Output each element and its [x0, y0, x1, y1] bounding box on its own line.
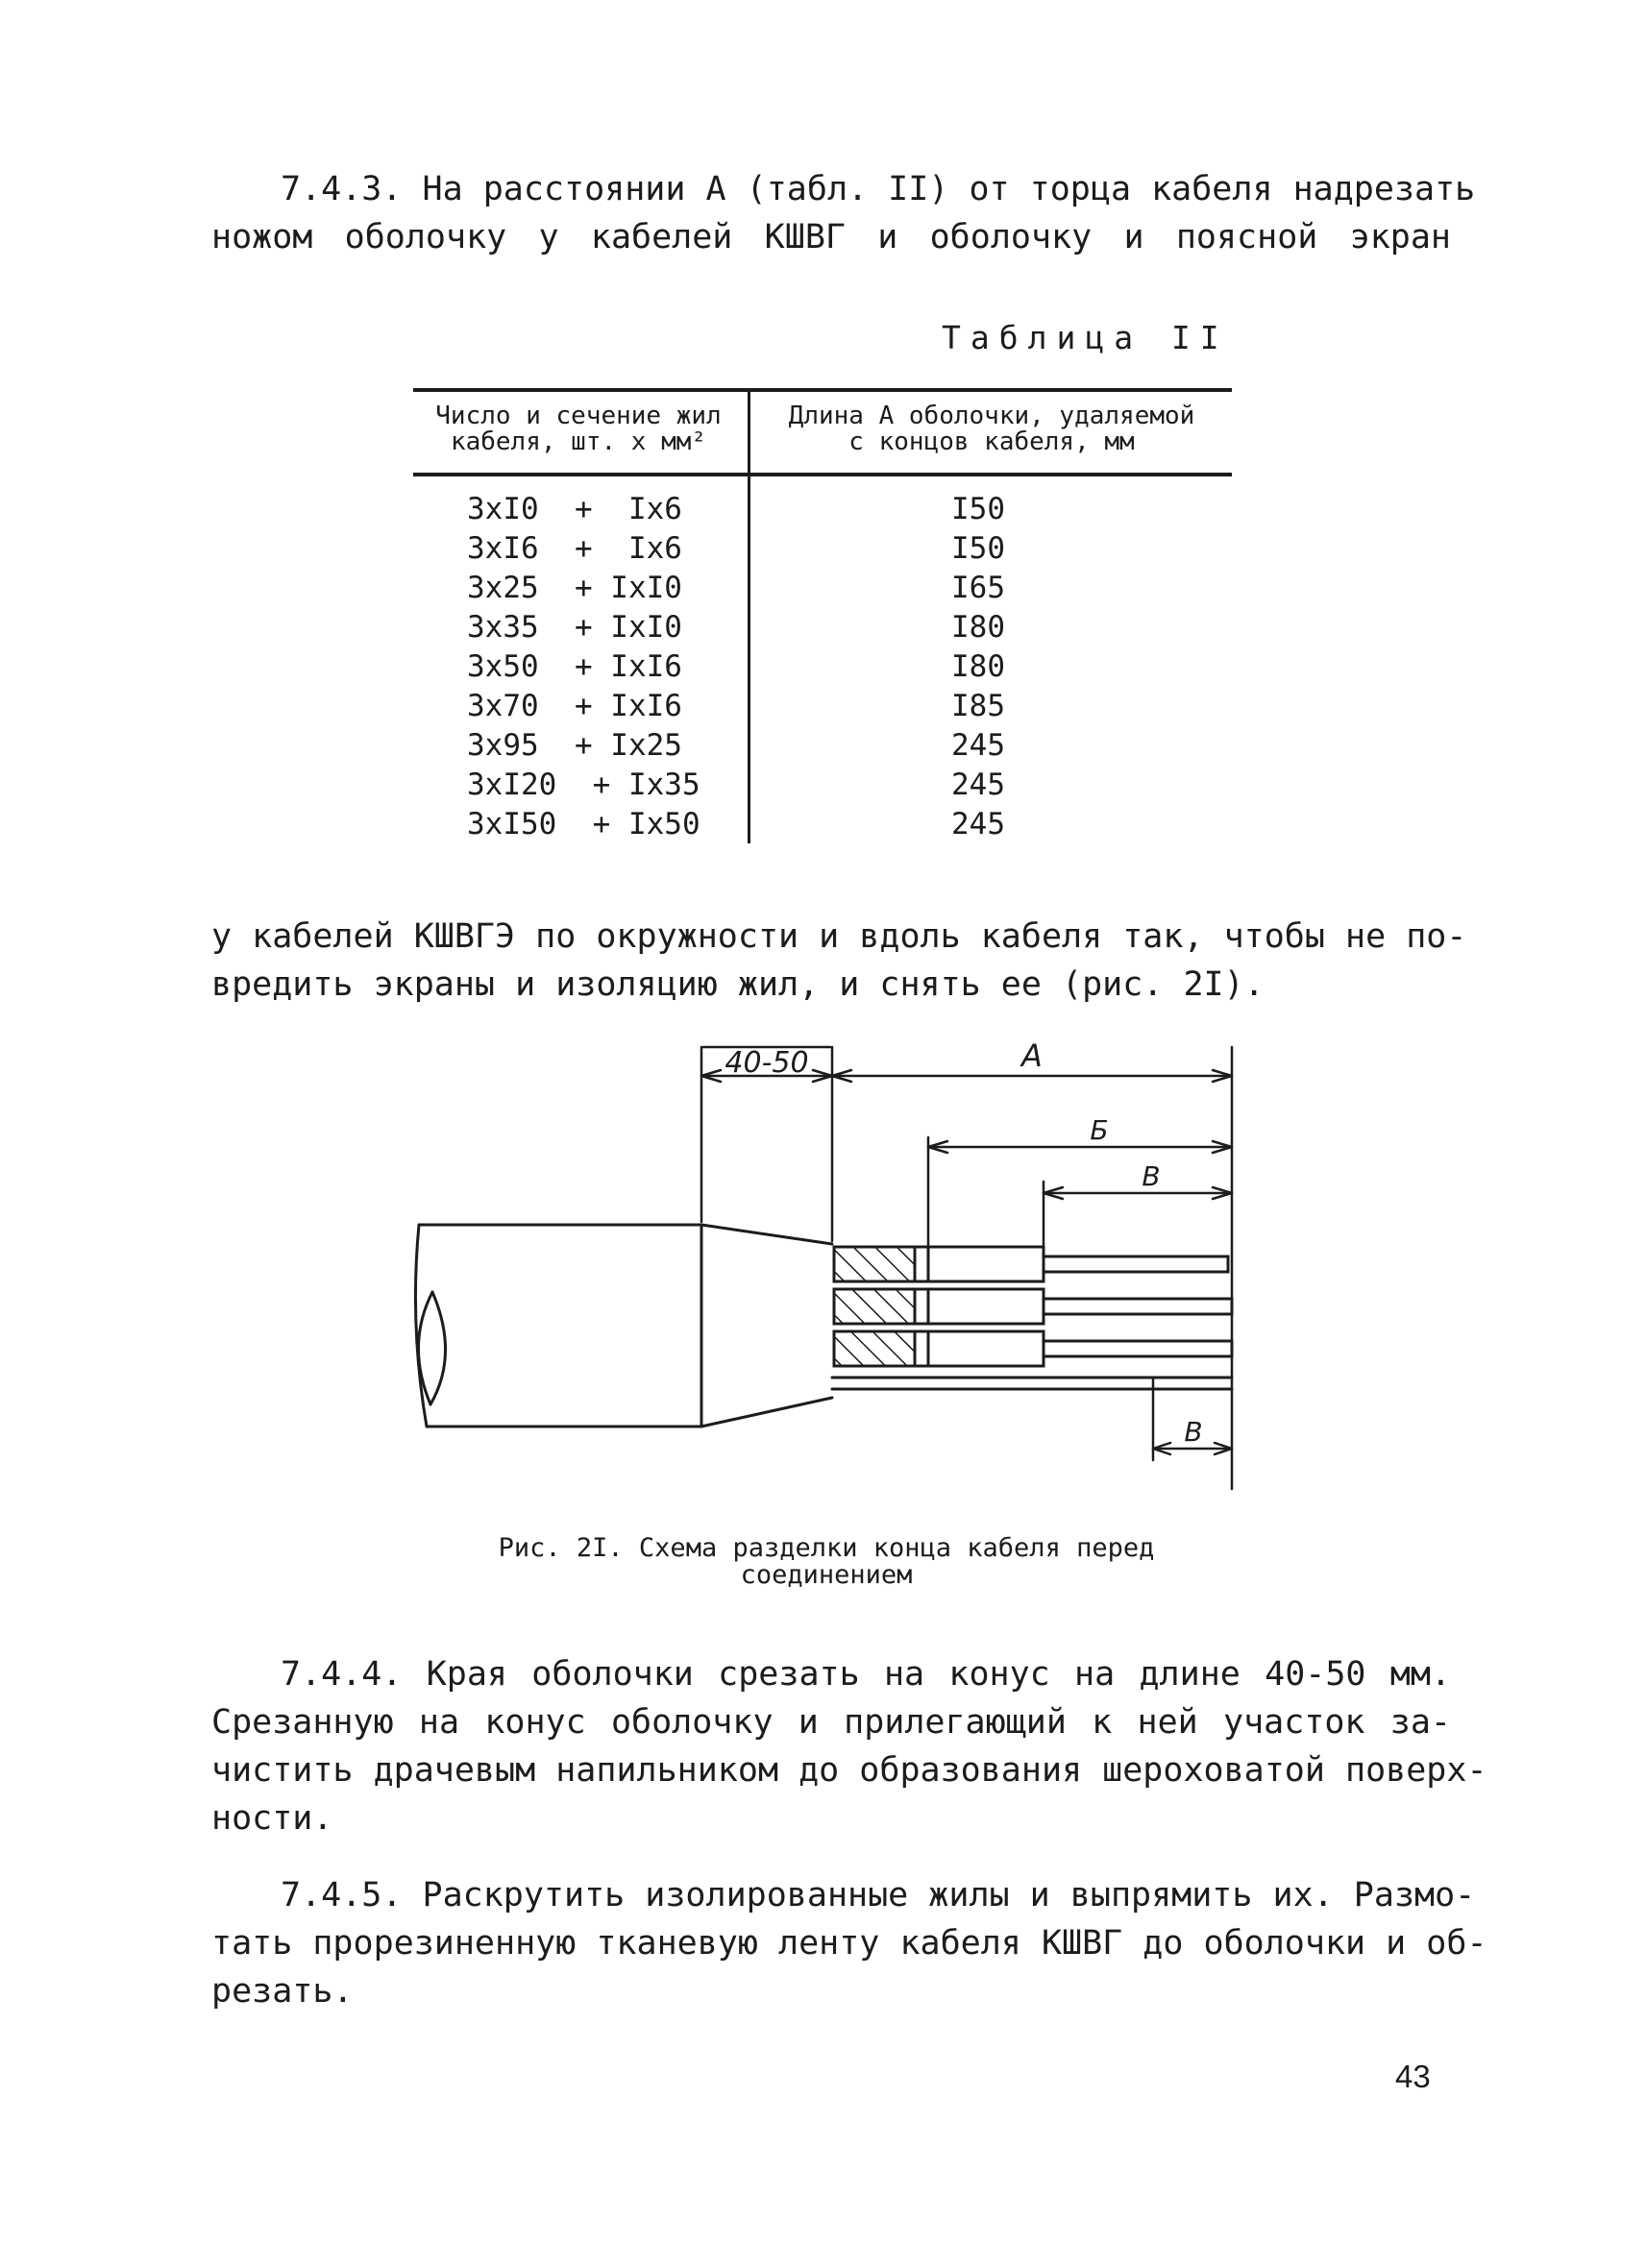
page-number: 43 — [1395, 2059, 1431, 2094]
text-line: чистить драчевым напильником до образования шероховатой поверх- — [211, 1751, 1487, 1790]
insulated-cores — [915, 1247, 1044, 1366]
diagram-drawing — [404, 1037, 1249, 1499]
text-line: 7.4.3. На расстоянии А (табл. II) от торца кабеля надрезать — [281, 170, 1476, 208]
dim-label-taper: 40-50 — [725, 1046, 809, 1080]
cell-length: I50 — [951, 531, 1005, 566]
text-line: ножом оболочку у кабелей КШВГ и оболочку и поясной экран — [211, 218, 1451, 256]
table-header-rule — [413, 473, 1232, 476]
table-row — [413, 490, 1232, 529]
cell-section: 3xI20 + Ix35 — [467, 768, 700, 802]
dim-label-v: В — [1142, 1160, 1161, 1192]
cell-length: I80 — [951, 610, 1005, 645]
table-row — [413, 529, 1232, 569]
table-row — [413, 569, 1232, 608]
header-line: Число и сечение жил — [435, 402, 722, 430]
header-line: кабеля, шт. х мм² — [450, 427, 707, 456]
text-line: ности. — [211, 1799, 333, 1838]
text-line: 7.4.4. Края оболочки срезать на конус на длине 40-50 мм. — [281, 1655, 1451, 1694]
text-line: резать. — [211, 1972, 354, 2011]
text-line: у кабелей КШВГЭ по окружности и вдоль кабеля так, чтобы не по- — [211, 917, 1467, 956]
dim-label-b: Б — [1090, 1114, 1109, 1146]
cable-sheath — [415, 1225, 832, 1427]
dim-label-v-lower: В — [1184, 1416, 1203, 1448]
cell-length: I80 — [951, 649, 1005, 684]
cell-section: 3xI0 + Ix6 — [467, 492, 682, 526]
header-line: Длина А оболочки, удаляемой — [788, 402, 1195, 430]
table-title: Таблица II — [942, 319, 1229, 356]
cable-cutting-diagram — [404, 1037, 1249, 1499]
header-line: с концов кабеля, мм — [848, 427, 1135, 456]
hatched-sections — [834, 1247, 915, 1366]
table-body — [413, 490, 1232, 844]
cell-length: 245 — [951, 768, 1005, 802]
caption-line: Рис. 2I. Схема разделки конца кабеля перед — [498, 1533, 1155, 1563]
cable-table — [413, 388, 1232, 849]
table-row — [413, 726, 1232, 766]
text-line: тать прорезиненную тканевую ленту кабеля КШВГ до оболочки и об- — [211, 1924, 1487, 1963]
dimension-labels — [725, 1037, 1202, 1448]
paragraph-continuation — [211, 913, 1467, 1009]
cell-length: I50 — [951, 492, 1005, 526]
cell-section: 3xI50 + Ix50 — [467, 807, 700, 841]
cell-section: 3x70 + IxI6 — [467, 689, 682, 723]
table-header-section — [413, 403, 744, 455]
cell-length: I85 — [951, 689, 1005, 723]
table-row — [413, 608, 1232, 647]
table-row — [413, 805, 1232, 844]
text-line: Срезанную на конус оболочку и прилегающий к ней участок за- — [211, 1703, 1451, 1742]
cell-length: 245 — [951, 807, 1005, 841]
table-header-length — [751, 403, 1232, 455]
table-row — [413, 687, 1232, 726]
cell-section: 3x25 + IxI0 — [467, 571, 682, 605]
cell-section: 3x95 + Ix25 — [467, 728, 682, 763]
dim-label-a: А — [1021, 1037, 1043, 1074]
cell-length: 245 — [951, 728, 1005, 763]
cell-section: 3x35 + IxI0 — [467, 610, 682, 645]
figure-caption — [404, 1535, 1249, 1589]
caption-line: соединением — [740, 1560, 913, 1590]
table-row — [413, 647, 1232, 687]
table-top-rule — [413, 388, 1232, 392]
paragraph-7-4-4 — [211, 1650, 1487, 1842]
cell-length: I65 — [951, 571, 1005, 605]
text-line: 7.4.5. Раскрутить изолированные жилы и выпрямить их. Размо- — [281, 1876, 1476, 1914]
text-line: вредить экраны и изоляцию жил, и снять ее (рис. 2I). — [211, 965, 1265, 1004]
paragraph-7-4-3 — [211, 165, 1476, 261]
paragraph-7-4-5 — [211, 1871, 1487, 2015]
cell-section: 3xI6 + Ix6 — [467, 531, 682, 566]
cell-section: 3x50 + IxI6 — [467, 649, 682, 684]
dimension-extension-lines — [701, 1047, 1232, 1489]
table-row — [413, 766, 1232, 805]
